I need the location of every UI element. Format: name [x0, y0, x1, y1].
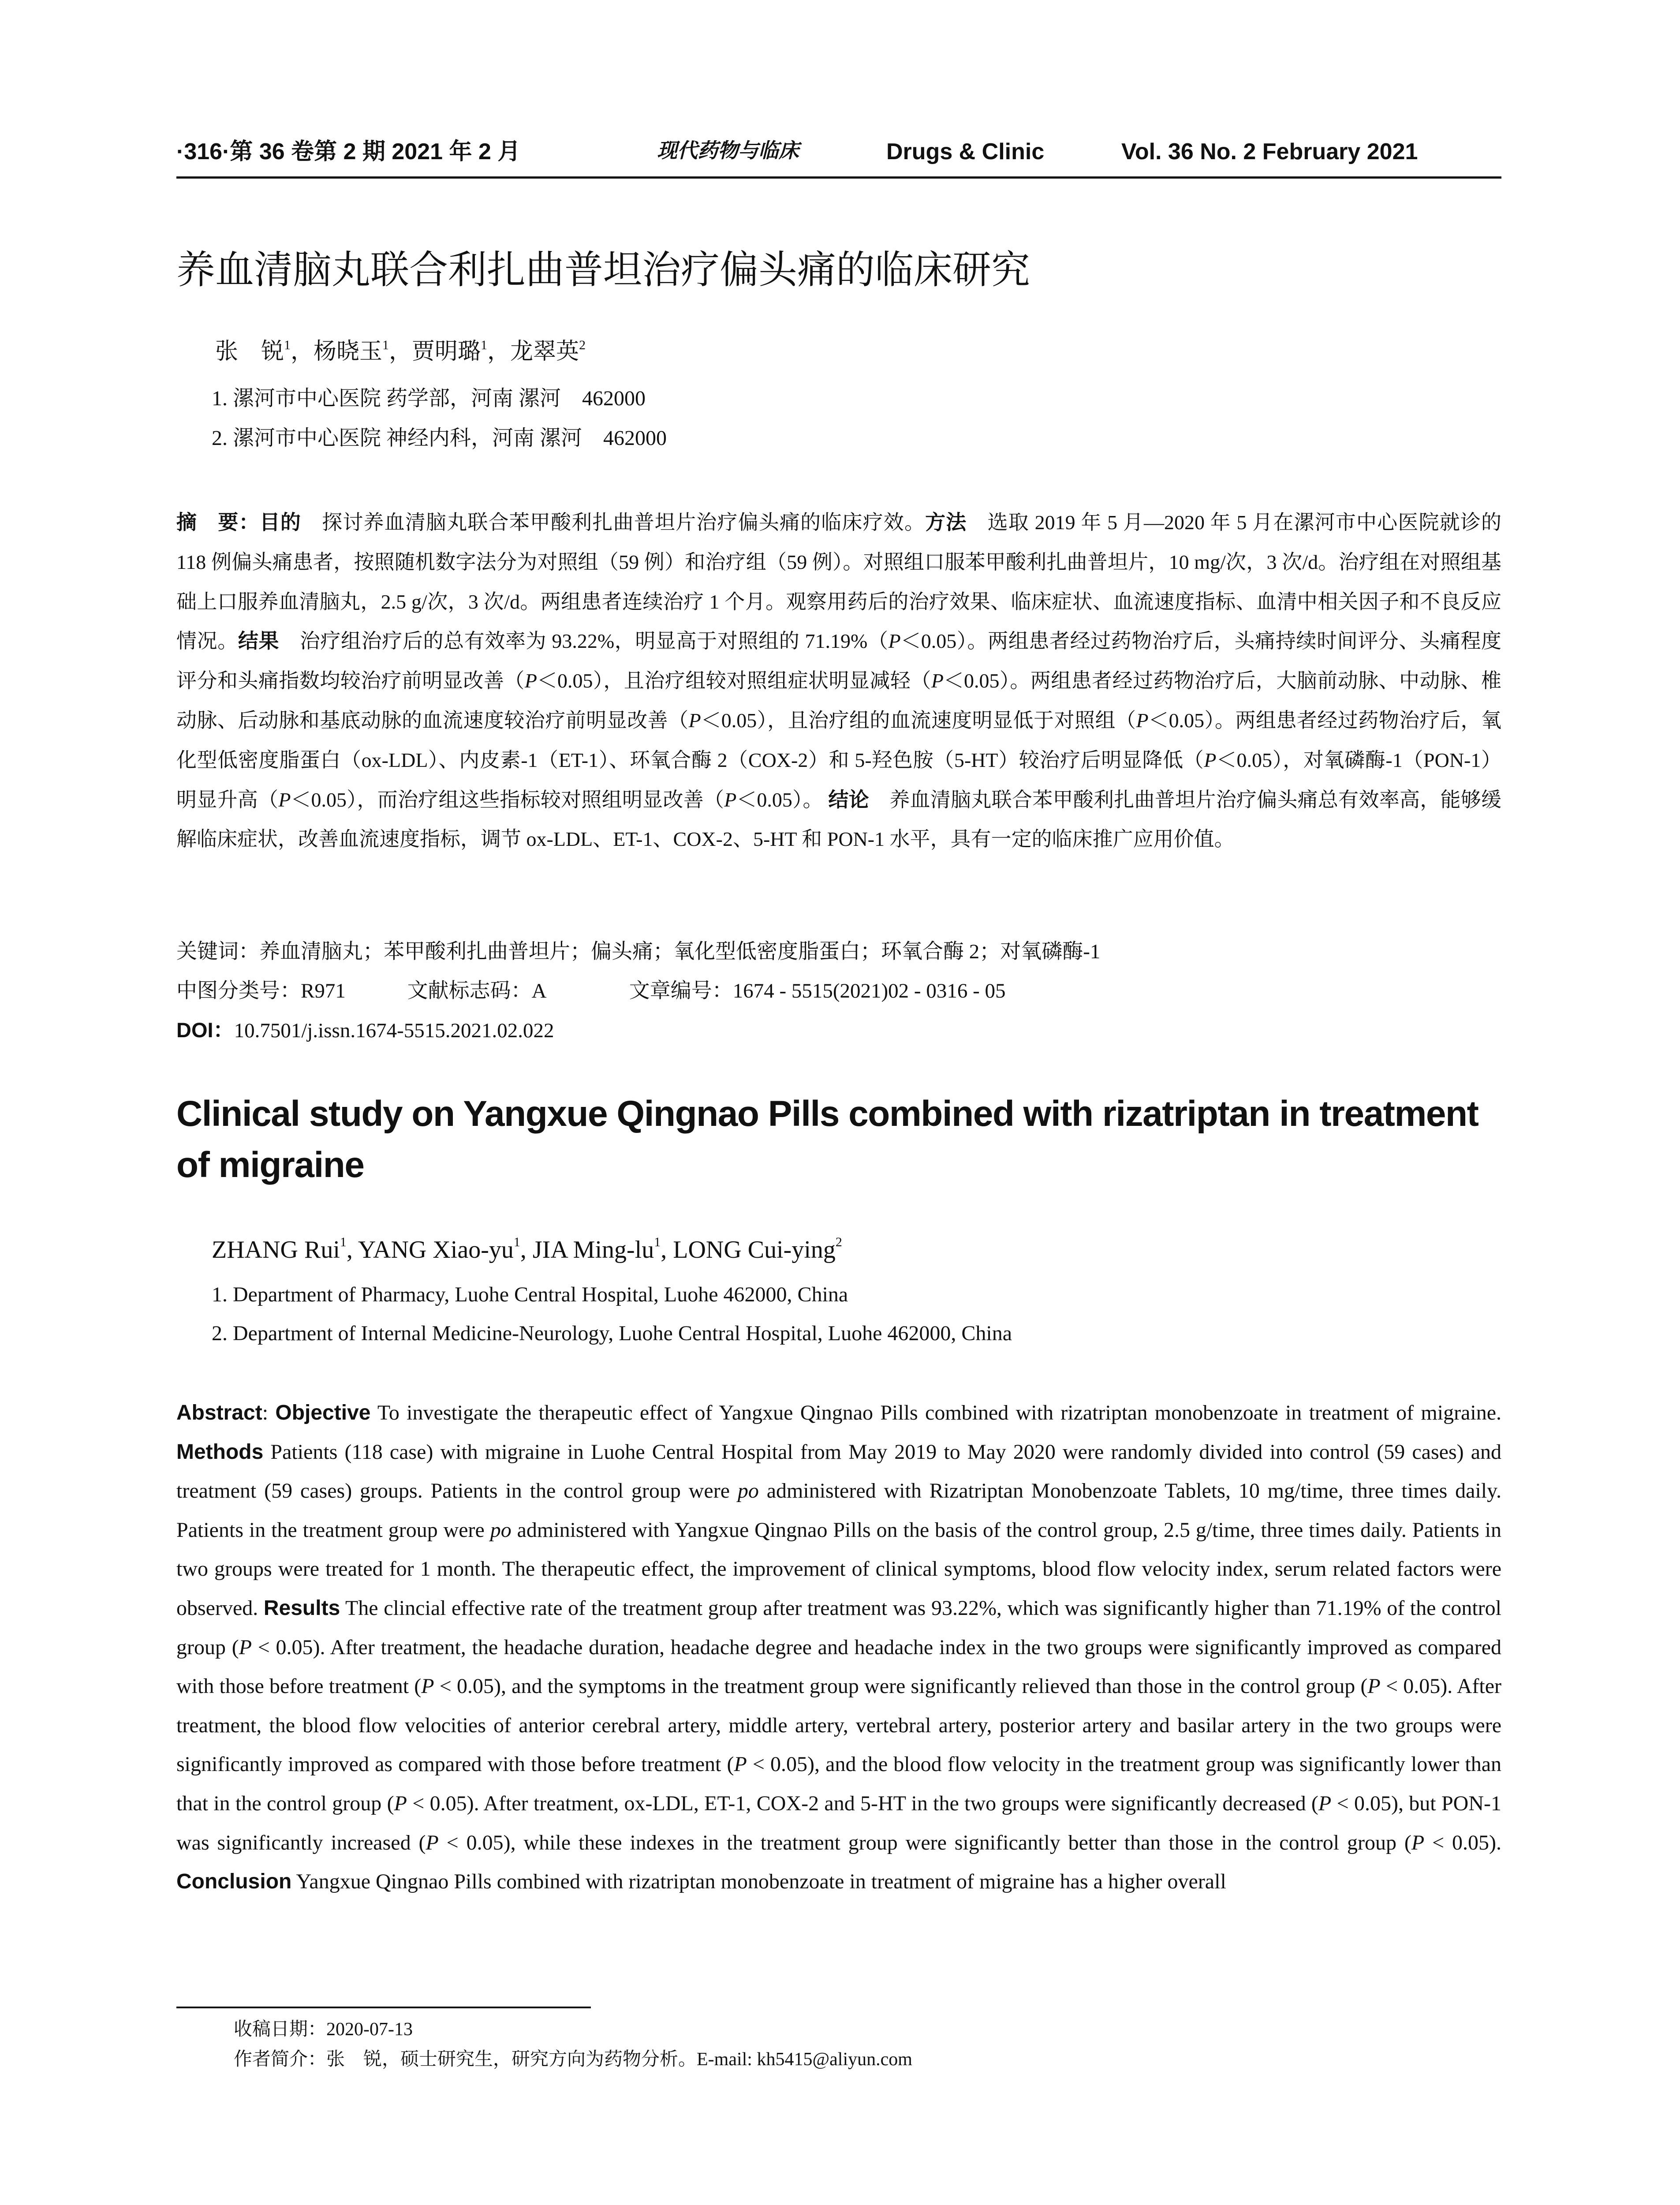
methods-text-en: Patients (118 case) with migraine in Luohe Central Hospital from May 2019 to May 2020 were randomly divided into control (59 cases) and treatment (59 cases) groups. Patients in the control group were [176, 1440, 1501, 1503]
objective-text-en: To investigate the therapeutic effect of Yangxue Qingnao Pills combined with rizatriptan monobenzoate in treatment of migraine. [370, 1401, 1501, 1424]
abstract-cn-label: 摘 要： [176, 511, 260, 534]
results-label-cn: 结果 [238, 629, 280, 653]
authors-cn [215, 340, 586, 363]
results-text-en: < 0.05). [1424, 1831, 1501, 1854]
author-en: ZHANG Rui [212, 1236, 340, 1263]
p-value-symbol: P [734, 1753, 747, 1776]
p-value-symbol: P [1367, 1674, 1381, 1698]
header-journal-en: Drugs & Clinic [886, 139, 1045, 164]
results-label-en: Results [263, 1596, 340, 1620]
methods-label-cn: 方法 [925, 511, 967, 534]
abstract-cn [176, 503, 1501, 859]
abstract-en [176, 1394, 1501, 1902]
results-text-cn: 治疗组治疗后的总有效率为 93.22%，明显高于对照组的 71.19%（ [279, 630, 889, 653]
results-text-cn: ＜0.05），而治疗组这些指标较对照组明显改善（ [291, 788, 724, 811]
bio-text: 张 锐，硕士研究生，研究方向为药物分析。E-mail: kh5415@aliyun.com [326, 2049, 912, 2070]
p-value-symbol: P [421, 1674, 434, 1698]
results-text-en: < 0.05), while these indexes in the treatment group were significantly better than those in the control group ( [438, 1831, 1411, 1854]
results-text-cn: ＜0.05）。两组患者经过药物治疗后，头痛持续时间评分、头痛程度评分和头痛指数均较治疗前明显改善（ [176, 630, 1502, 692]
affiliation-en-2: 2. Department of Internal Medicine-Neurology, Luohe Central Hospital, Luohe 462000, China [212, 1322, 1012, 1345]
clc-label: 中图分类号： [176, 979, 301, 1002]
p-value-symbol: P [278, 788, 291, 811]
methods-text-en: administered with Yangxue Qingnao Pills on the basis of the control group, 2.5 g/time, three times daily. Patients in two groups were treated for 1 month. The therapeutic effect, the improvement of clinical symptoms, blood flow velocity index, serum related factors were observed. [176, 1518, 1501, 1620]
conclusion-text-en: Yangxue Qingnao Pills combined with rizatriptan monobenzoate in treatment of migraine has a higher overall [291, 1870, 1226, 1894]
keywords-text: 养血清脑丸；苯甲酸利扎曲普坦片；偏头痛；氧化型低密度脂蛋白；环氧合酶 2；对氧磷酶-1 [259, 940, 1101, 963]
header-volume-en: Vol. 36 No. 2 February 2021 [1121, 139, 1418, 164]
conclusion-text-cn: 养血清脑丸联合苯甲酸利扎曲普坦片治疗偏头痛总有效率高，能够缓解临床症状，改善血流速度指标，调节 ox-LDL、ET-1、COX-2、5-HT 和 PON-1 水平，具有一定的临床推广应用价值。 [176, 788, 1502, 851]
received-date: 2020-07-13 [326, 2019, 413, 2040]
article-no-value: 1674 - 5515(2021)02 - 0316 - 05 [732, 979, 1006, 1002]
article-no-label: 文章编号： [629, 979, 733, 1002]
author-affil-mark: 1 [513, 1235, 520, 1249]
header-journal-cn: 现代药物与临床 [657, 138, 799, 162]
doi-value: 10.7501/j.issn.1674-5515.2021.02.022 [234, 1019, 554, 1042]
conclusion-label-en: Conclusion [176, 1870, 292, 1894]
results-text-en: < 0.05). After treatment, ox-LDL, ET-1, COX-2 and 5-HT in the two groups were significantly decreased ( [407, 1791, 1318, 1815]
results-text-en: The clincial effective rate of the treatment group after treatment was 93.22%, which was significantly higher than 71.19% of the control group ( [176, 1596, 1501, 1659]
results-text-en: < 0.05), and the symptoms in the treatment group were significantly relieved than those in the control group ( [434, 1674, 1368, 1698]
results-text-cn: ＜0.05）。两组患者经过药物治疗后，氧化型低密度脂蛋白（ox-LDL）、内皮素-1（ET-1）、环氧合酶 2（COX-2）和 5-羟色胺（5-HT）较治疗后明显降低（ [176, 709, 1502, 771]
author-affil-mark: 1 [340, 1235, 347, 1249]
author-affil-mark: 1 [481, 338, 488, 352]
p-value-symbol: P [1411, 1831, 1425, 1854]
author-cn: ，贾明璐 [389, 339, 481, 364]
article-title-en: Clinical study on Yangxue Qingnao Pills combined with rizatriptan in treatment of migraine [176, 1094, 1478, 1185]
affiliation-en-1: 1. Department of Pharmacy, Luohe Central Hospital, Luohe 462000, China [212, 1283, 848, 1306]
footnote-author-bio [234, 2050, 912, 2069]
po-abbrev: po [737, 1479, 759, 1503]
methods-label-en: Methods [176, 1440, 264, 1464]
p-value-symbol: P [724, 788, 737, 811]
bio-label: 作者简介： [234, 2048, 327, 2069]
objective-text-cn: 探讨养血清脑丸联合苯甲酸利扎曲普坦片治疗偏头痛的临床疗效。 [301, 511, 926, 534]
doc-code-label: 文献标志码： [407, 979, 532, 1002]
author-affil-mark: 1 [654, 1235, 661, 1249]
author-cn: ，杨晓玉 [291, 339, 383, 364]
p-value-symbol: P [931, 669, 944, 692]
results-text-cn: ＜0.05），且治疗组的血流速度明显低于对照组（ [701, 709, 1136, 732]
methods-text-en: administered with Rizatriptan Monobenzoate Tablets, 10 mg/time, three times daily. Patients in the treatment group were [176, 1479, 1502, 1542]
abstract-colon: : [262, 1401, 276, 1424]
header-rule [176, 176, 1501, 179]
footnote-received [234, 2020, 413, 2039]
author-affil-mark: 1 [284, 338, 291, 352]
author-cn: ，龙翠英 [487, 339, 579, 364]
p-value-symbol: P [688, 709, 701, 732]
author-en: , JIA Ming-lu [520, 1236, 654, 1263]
results-text-cn: ＜0.05）。两组患者经过药物治疗后，大脑前动脉、中动脉、椎动脉、后动脉和基底动脉的血流速度较治疗前明显改善（ [176, 669, 1502, 732]
author-affil-mark: 1 [382, 338, 389, 352]
methods-text-cn: 选取 2019 年 5 月—2020 年 5 月在漯河市中心医院就诊的 118 例偏头痛患者，按照随机数字法分为对照组（59 例）和治疗组（59 例）。对照组口服苯甲酸利扎曲普坦片，10 mg/次，3 次/d。治疗组在对照组基础上口服养血清脑丸，2.5 g/次，3 次/d。两组患者连续治疗 1 个月。观察用药后的治疗效果、临床症状、血流速度指标、血清中相关因子和不良反应情况。 [176, 511, 1502, 653]
article-title-cn: 养血清脑丸联合利扎曲普坦治疗偏头痛的临床研究 [176, 247, 1030, 292]
p-value-symbol: P [888, 630, 901, 653]
classification-row [176, 980, 1005, 1002]
results-text-cn: ＜0.05），对氧磷酶-1（PON-1）明显升高（ [176, 748, 1501, 811]
footnote-rule [176, 2007, 591, 2008]
author-affil-mark: 2 [579, 338, 586, 352]
p-value-symbol: P [1204, 748, 1217, 771]
authors-en [212, 1237, 842, 1262]
clc-value: R971 [301, 979, 346, 1002]
author-cn: 张 锐 [215, 339, 284, 364]
p-value-symbol: P [524, 669, 537, 692]
author-affil-mark: 2 [835, 1235, 842, 1249]
affiliation-cn-2: 2. 漯河市中心医院 神经内科，河南 漯河 462000 [212, 426, 667, 450]
affiliation-cn-1: 1. 漯河市中心医院 药学部，河南 漯河 462000 [212, 387, 646, 410]
abstract-en-label: Abstract [176, 1401, 262, 1424]
results-text-en: < 0.05), but PON-1 was significantly increased ( [176, 1791, 1501, 1854]
p-value-symbol: P [239, 1635, 252, 1659]
received-label: 收稿日期： [234, 2018, 327, 2039]
doc-code-value: A [531, 979, 545, 1002]
author-en: , LONG Cui-ying [661, 1236, 836, 1263]
results-text-cn: ＜0.05）。 [736, 788, 823, 811]
header-page-volume: ·316·第 36 卷第 2 期 2021 年 2 月 [176, 139, 521, 164]
doi-row [176, 1020, 554, 1041]
objective-label-cn: 目的 [259, 511, 302, 534]
objective-label-en: Objective [275, 1401, 371, 1424]
conclusion-label-cn: 结论 [828, 788, 870, 811]
po-abbrev: po [490, 1518, 511, 1542]
results-text-en: < 0.05). After treatment, the blood flow velocities of anterior cerebral artery, middle artery, vertebral artery, posterior artery and basilar artery in the two groups were significantly improved as compared with those before treatment ( [176, 1674, 1502, 1776]
p-value-symbol: P [394, 1791, 407, 1815]
results-text-en: < 0.05). After treatment, the headache duration, headache degree and headache index in the two groups were significantly improved as compared with those before treatment ( [176, 1635, 1502, 1698]
p-value-symbol: P [426, 1831, 439, 1854]
p-value-symbol: P [1318, 1791, 1332, 1815]
results-text-cn: ＜0.05），且治疗组较对照组症状明显减轻（ [537, 669, 931, 692]
doi-label: DOI： [176, 1018, 234, 1042]
keywords-label: 关键词： [176, 939, 259, 963]
p-value-symbol: P [1136, 709, 1149, 732]
author-en: , YANG Xiao-yu [346, 1236, 514, 1263]
results-text-en: < 0.05), and the blood flow velocity in the treatment group was significantly lower than that in the control group ( [176, 1753, 1502, 1815]
keywords-cn [176, 941, 1100, 962]
